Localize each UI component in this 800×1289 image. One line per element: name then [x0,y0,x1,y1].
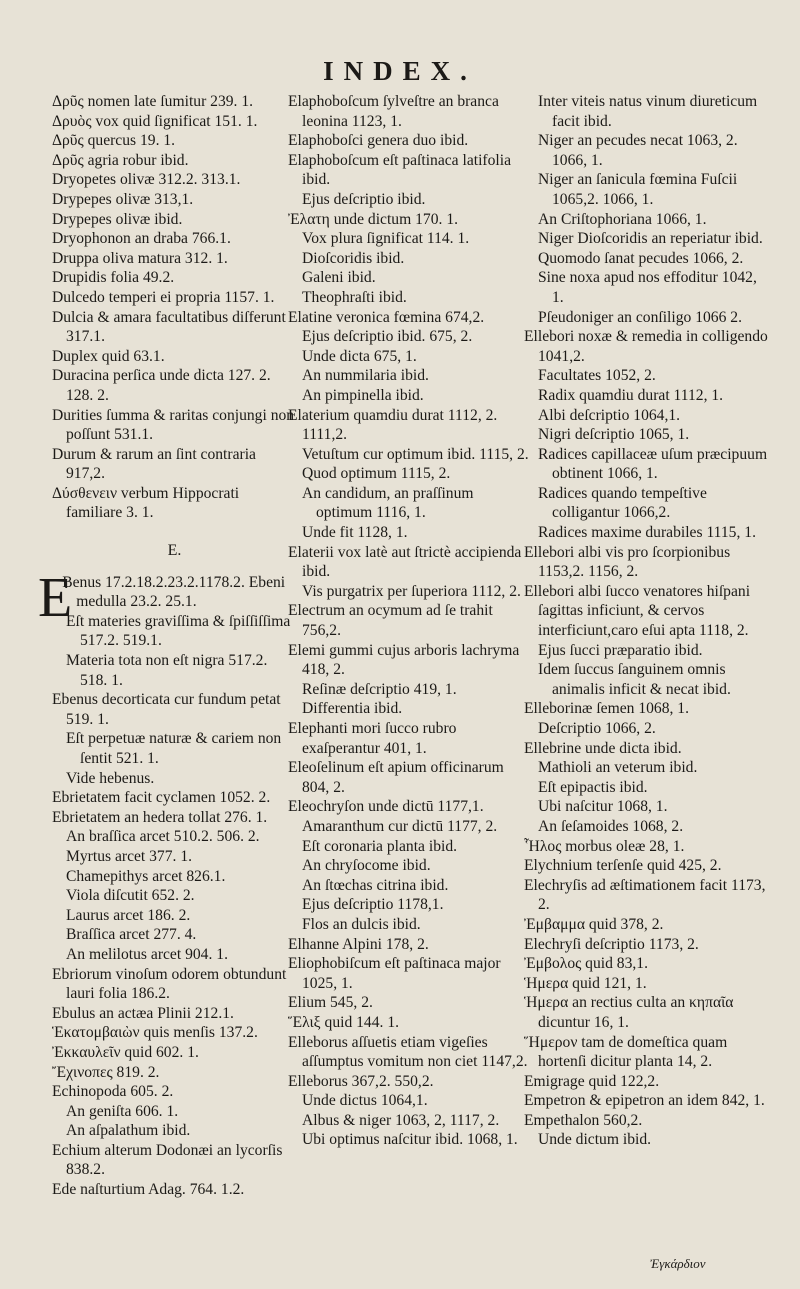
index-entry: Duplex quid 63.1. [52,347,165,365]
index-subentry: An Criſtophoriana 1066, 1. [538,210,707,228]
index-entry: Ἐκκαυλεῖν quid 602. 1. [52,1043,199,1061]
index-entry: Elechryſi deſcriptio 1173, 2. [524,935,699,953]
index-entry: Elleborus 367,2. 550,2. [288,1072,434,1090]
index-subentry: Galeni ibid. [302,269,376,287]
index-subentry: Braſſica arcet 277. 4. [66,926,197,944]
index-entry: Durities ſumma & raritas conjungi non poſſunt 531.1. [52,406,295,444]
index-entry: Echium alterum Dodonæi an lycorſis 838.2. [52,1141,283,1179]
index-entry [38,566,297,629]
index-entry: Emigrage quid 122,2. [524,1072,660,1090]
index-subentry: An melilotus arcet 904. 1. [66,945,228,963]
index-subentry: Unde dictus 1064,1. [302,1092,428,1110]
index-entry: Elaterii vox latè aut ſtrictè accipienda ibid. [288,543,522,581]
index-entry: Ἡμερα quid 121, 1. [524,974,647,992]
index-entry: Drupidis folia 49.2. [52,269,175,287]
index-subentry: Chamepithys arcet 826.1. [66,867,226,885]
index-subentry: Niger Dioſcoridis an reperiatur ibid. [538,230,763,248]
index-entry: Elium 545, 2. [288,994,373,1012]
index-entry: Ellebori albi ſucco venatores hiſpani ſagittas inficiunt, & cervos interficiunt,caro eſui apta 1118, 2. [524,582,751,640]
index-subentry: Idem ſuccus ſanguinem omnis animalis inficit & necat ibid. [538,661,731,698]
index-subentry: Ejus deſcriptio ibid. [302,190,426,208]
index-subentry: Facultates 1052, 2. [538,367,656,385]
index-column-2 [288,92,533,1150]
index-subentry: Quomodo ſanat pecudes 1066, 2. [538,249,744,267]
index-subentry: Ubi optimus naſcitur ibid. 1068, 1. [302,1131,518,1149]
index-entry: Ebenus decorticata cur fundum petat 519. 1. [52,691,281,728]
index-entry: Duracina perſica unde dicta 127. 2. 128. 2. [52,367,271,404]
index-entry: Empethalon 560,2. [524,1111,643,1129]
index-entry: Δρυὸς vox quid ſignificat 151. 1. [52,112,258,130]
index-entry: Ebrietatem an hedera tollat 276. 1. [52,808,268,826]
index-subentry: Reſinæ deſcriptio 419, 1. [302,680,457,698]
index-entry: Eleoſelinum eſt apium officinarum 804, 2. [288,759,504,796]
index-entry: Ellebori noxæ & remedia in colligendo 1041,2. [524,328,768,365]
index-column-1 [38,92,297,1200]
index-entry: Ede naſturtium Adag. 764. 1.2. [52,1181,245,1199]
index-subentry: Quod optimum 1115, 2. [302,465,451,483]
index-subentry: Eſt perpetuæ naturæ & cariem non ſentit 521. 1. [66,730,282,767]
section-letter: E. [167,542,182,560]
index-subentry: Unde fit 1128, 1. [302,524,408,542]
index-entry: Ἐλατη unde dictum 170. 1. [288,210,459,228]
index-subentry: Albi deſcriptio 1064,1. [538,406,681,424]
index-subentry: Eſt materies graviſſima & ſpiſſiſſima 517.2. 519.1. [66,612,291,650]
index-entry: Δρῦς agria robur ibid. [52,151,189,169]
index-subentry: Materia tota non eſt nigra 517.2. 518. 1. [66,652,268,689]
index-entry: Drypepes olivæ ibid. [52,210,183,228]
index-entry: Dulcedo temperi ei propria 1157. 1. [52,288,275,306]
index-subentry: An pimpinella ibid. [302,386,424,404]
index-subentry: Radices quando tempeſtive colligantur 1066,2. [538,484,707,522]
index-entry: Dryophonon an draba 766.1. [52,230,231,248]
index-entry: Elatine veronica fœmina 674,2. [288,308,485,326]
index-entry: Ἐμβαμμα quid 378, 2. [524,915,664,933]
index-entry: Elhanne Alpini 178, 2. [288,935,429,953]
index-entry: Eliophobiſcum eſt paſtinaca major 1025, 1. [288,955,501,992]
index-subentry: Flos an dulcis ibid. [302,915,421,933]
index-subentry: Deſcriptio 1066, 2. [538,720,656,737]
index-entry: Eleochryſon unde dictū 1177,1. [288,798,484,816]
index-subentry: Radix quamdiu durat 1112, 1. [538,386,724,404]
index-subentry: Differentia ibid. [302,700,403,718]
index-subentry: Vide hebenus. [66,769,155,787]
index-entry: Ἐμβολος quid 83,1. [524,955,648,973]
index-subentry: Ubi naſcitur 1068, 1. [538,798,668,816]
index-entry: Elleborinæ ſemen 1068, 1. [524,700,690,718]
index-subentry: Sine noxa apud nos effoditur 1042, 1. [538,269,757,306]
index-subentry: Laurus arcet 186. 2. [66,906,191,924]
index-subentry: Niger an pecudes necat 1063, 2. 1066, 1. [538,132,738,169]
index-subentry: Dioſcoridis ibid. [302,249,405,267]
index-entry: Ellebori albi vis pro ſcorpionibus 1153,2. 1156, 2. [524,543,731,581]
index-entry: Elephanti mori ſucco rubro exaſperantur 401, 1. [288,720,457,757]
index-entry: Ἔχινοπες 819. 2. [52,1063,160,1081]
index-entry: Elychnium terſenſe quid 425, 2. [524,857,722,875]
index-entry: Δρῦς nomen late ſumitur 239. 1. [52,93,254,110]
index-subentry: Radices maxime durabiles 1115, 1. [538,524,756,542]
index-subentry: Radices capillaceæ uſum præcipuum obtinent 1066, 1. [538,445,768,483]
index-entry: Ἑκατομβαιὼν quis menſis 137.2. [52,1024,258,1042]
index-entry: Drypepes olivæ 313,1. [52,190,194,208]
index-subentry: Nigri deſcriptio 1065, 1. [538,426,690,444]
index-subentry: An candidum, an praſſinum optimum 1116, 1. [302,484,474,522]
index-subentry: Unde dicta 675, 1. [302,347,417,365]
index-subentry: Unde dictum ibid. [538,1131,652,1149]
index-subentry: Mathioli an veterum ibid. [538,759,698,777]
index-entry: Ellebrine unde dicta ibid. [524,739,682,757]
index-subentry: Vis purgatrix per ſuperiora 1112, 2. [302,582,521,600]
index-subentry: An aſpalathum ibid. [66,1122,191,1140]
index-entry: Empetron & epipetron an idem 842, 1. [524,1092,765,1110]
catchword: Ἐγκάρδιον [650,1256,706,1271]
index-entry: Ἕλιξ quid 144. 1. [288,1013,400,1031]
index-subentry: Inter viteis natus vinum diureticum facit ibid. [538,93,758,130]
drop-cap: E [38,566,73,629]
index-entry: Echinopoda 605. 2. [52,1083,174,1101]
index-subentry: Pſeudoniger an conſiligo 1066 2. [538,308,742,326]
index-subentry: Theophraſti ibid. [302,288,407,306]
index-subentry: Albus & niger 1063, 2, 1117, 2. [302,1111,500,1129]
index-entry: Ebrietatem facit cyclamen 1052. 2. [52,789,271,807]
index-entry: Ἧλος morbus oleæ 28, 1. [524,837,685,855]
page-header: INDEX. [323,56,477,86]
index-subentry: Vox plura ſignificat 114. 1. [302,230,470,248]
index-entry: Δρῦς quercus 19. 1. [52,132,176,150]
index-subentry: Niger an ſanicula fœmina Fuſcii 1065,2. 1066, 1. [538,171,738,208]
index-entry: Ἡμερα an rectius culta an κηπαῖα dicuntur 16, 1. [524,994,734,1031]
index-entry: Durum & rarum an ſint contraria 917,2. [52,445,256,483]
index-entry: Electrum an ocymum ad ſe trahit 756,2. [288,602,493,640]
index-entry: Elaphoboſci genera duo ibid. [288,132,469,150]
index-subentry: Myrtus arcet 377. 1. [66,847,193,865]
index-entry: Dryopetes olivæ 312.2. 313.1. [52,171,241,189]
index-entry: Elleborus aſſuetis etiam vigeſies aſſumptus vomitum non ciet 1147,2. [288,1033,528,1071]
index-entry: Δύσθενειν verbum Hippocrati familiare 3. 1. [52,484,240,522]
index-subentry: An nummilaria ibid. [302,367,429,385]
index-subentry: An braſſica arcet 510.2. 506. 2. [66,828,260,846]
index-entry: Druppa oliva matura 312. 1. [52,249,228,267]
index-subentry: Eſt epipactis ibid. [538,778,648,796]
index-entry: Ebriorum vinoſum odorem obtundunt lauri folia 186.2. [52,965,287,1003]
index-entry: Elechryſis ad æſtimationem facit 1173, 2. [524,876,766,914]
index-entry: Elaphoboſcum eſt paſtinaca latifolia ibid. [288,151,511,189]
index-column-3 [524,92,769,1150]
index-subentry: Ejus ſucci præparatio ibid. [538,641,703,659]
index-subentry: An ſeſamoides 1068, 2. [538,817,684,835]
index-subentry: An geniſta 606. 1. [66,1102,179,1120]
index-entry: Elaterium quamdiu durat 1112, 2. 1111,2. [288,406,498,444]
index-entry: Elemi gummi cujus arboris lachryma 418, 2. [288,641,520,679]
index-subentry: Vetuſtum cur optimum ibid. 1115, 2. [302,445,529,463]
index-subentry: An ſtœchas citrina ibid. [302,876,449,894]
index-entry: Ἥμερον tam de domeſtica quam hortenſi dicitur planta 14, 2. [524,1033,728,1071]
index-subentry: Eſt coronaria planta ibid. [302,837,458,855]
index-entry: Ebulus an actæa Plinii 212.1. [52,1004,234,1022]
index-entry: Dulcia & amara facultatibus diſferunt 317.1. [52,308,286,346]
index-subentry: Amaranthum cur dictū 1177, 2. [302,817,498,835]
index-subentry: Ejus deſcriptio 1178,1. [302,896,444,914]
index-subentry: Viola diſcutit 652. 2. [66,887,195,905]
index-entry: Elaphoboſcum ſylveſtre an branca leonina 1123, 1. [288,93,499,130]
index-subentry: Ejus deſcriptio ibid. 675, 2. [302,328,473,346]
index-subentry: An chryſocome ibid. [302,857,431,875]
entry-text: Benus 17.2.18.2.23.2.1178.2. Ebeni medulla 23.2. 25.1. [62,573,286,611]
